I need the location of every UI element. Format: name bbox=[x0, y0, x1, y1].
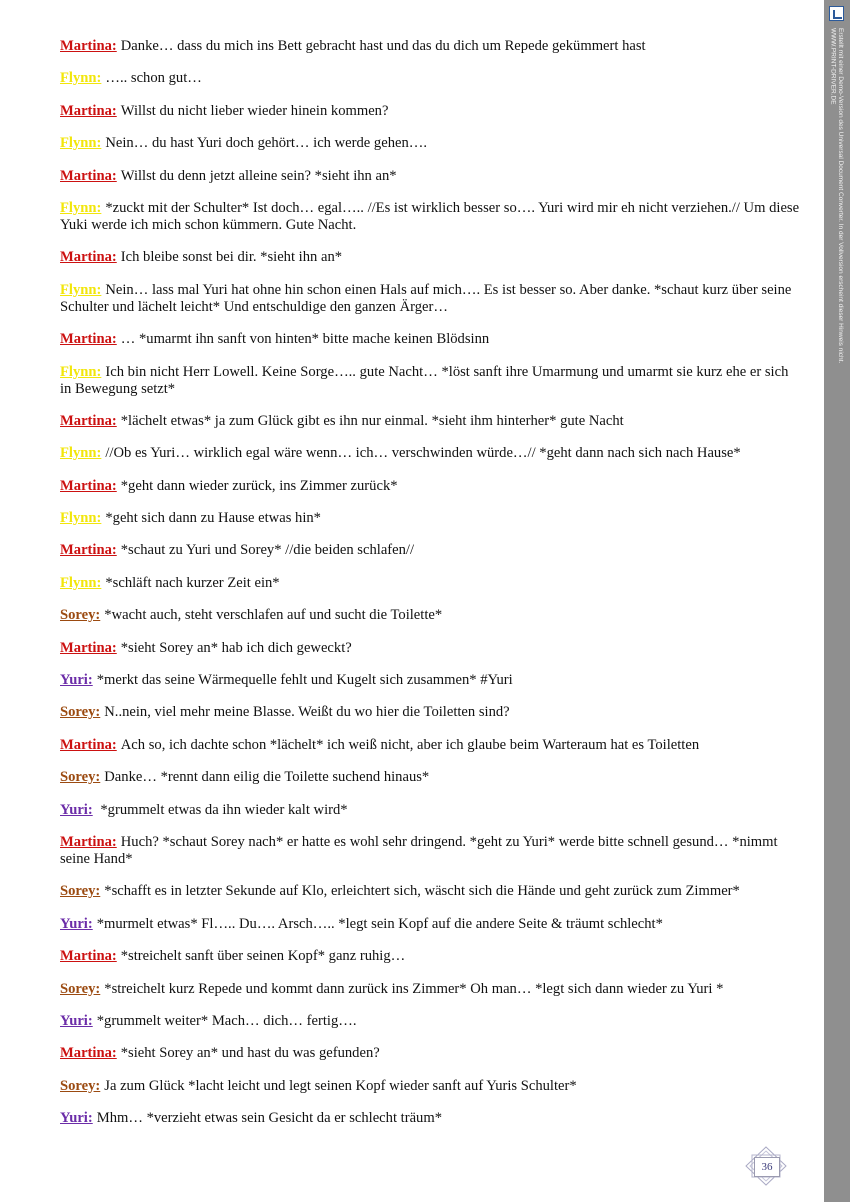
dialogue-text: *lächelt etwas* ja zum Glück gibt es ihn nur einmal. *sieht ihm hinterher* gute Nacht bbox=[120, 412, 624, 429]
dialogue-line bbox=[60, 364, 800, 398]
dialogue-line bbox=[60, 478, 800, 495]
dialogue-text: Ich bleibe sonst bei dir. *sieht ihn an* bbox=[120, 249, 343, 266]
dialogue-text: Willst du nicht lieber wieder hinein kommen? bbox=[120, 102, 389, 119]
dialogue-text: *streichelt kurz Repede und kommt dann zurück ins Zimmer* Oh man… *legt sich dann wieder zu Yuri * bbox=[104, 980, 724, 997]
speaker-name: Flynn: bbox=[60, 574, 102, 591]
dialogue-text: Danke… dass du mich ins Bett gebracht hast und das du dich um Repede gekümmert hast bbox=[120, 38, 646, 54]
dialogue-line bbox=[60, 70, 800, 87]
dialogue-line bbox=[60, 575, 800, 592]
dialogue-line bbox=[60, 135, 800, 152]
dialogue-text: Nein… du hast Yuri doch gehört… ich werde gehen…. bbox=[105, 135, 428, 152]
speaker-name: Yuri: bbox=[60, 672, 93, 689]
dialogue-line bbox=[60, 445, 800, 462]
speaker-name: Martina: bbox=[60, 102, 117, 119]
speaker-name: Sorey: bbox=[60, 1077, 101, 1094]
speaker-name: Yuri: bbox=[60, 1012, 93, 1029]
speaker-name: Martina: bbox=[60, 412, 117, 429]
dialogue-line bbox=[60, 282, 800, 316]
watermark-text bbox=[829, 28, 844, 363]
dialogue-line bbox=[60, 103, 800, 120]
dialogue-transcript bbox=[60, 38, 800, 1143]
dialogue-text: *zuckt mit der Schulter* Ist doch… egal….. //Es ist wirklich besser so…. Yuri wird mir eh nicht verziehen.// Um diese Yuki werde ich mich schon kümmern. Gute Nacht. bbox=[60, 199, 800, 233]
converter-watermark-bar bbox=[824, 0, 850, 1202]
dialogue-line bbox=[60, 1078, 800, 1095]
dialogue-line bbox=[60, 1045, 800, 1062]
dialogue-text: Huch? *schaut Sorey nach* er hatte es wohl sehr dringend. *geht zu Yuri* werde bitte schnell gesund… *nimmt seine Hand* bbox=[60, 833, 778, 867]
speaker-name: Martina: bbox=[60, 477, 117, 494]
dialogue-text: Ich bin nicht Herr Lowell. Keine Sorge….. gute Nacht… *löst sanft ihre Umarmung und umarmt sie kurz ehe er sich in Bewegung setzt* bbox=[60, 363, 789, 397]
speaker-name: Sorey: bbox=[60, 704, 101, 721]
dialogue-text: N..nein, viel mehr meine Blasse. Weißt du wo hier die Toiletten sind? bbox=[104, 704, 510, 721]
speaker-name: Martina: bbox=[60, 1045, 117, 1062]
dialogue-line bbox=[60, 948, 800, 965]
dialogue-line bbox=[60, 737, 800, 754]
speaker-name: Flynn: bbox=[60, 510, 102, 527]
speaker-name: Yuri: bbox=[60, 801, 93, 818]
dialogue-line bbox=[60, 38, 800, 55]
dialogue-text: *sieht Sorey an* hab ich dich geweckt? bbox=[120, 639, 352, 656]
dialogue-text: *grummelt etwas da ihn wieder kalt wird* bbox=[96, 801, 348, 818]
dialogue-line bbox=[60, 542, 800, 559]
speaker-name: Flynn: bbox=[60, 135, 102, 152]
dialogue-text: *schafft es in letzter Sekunde auf Klo, erleichtert sich, wäscht sich die Hände und geht zurück zum Zimmer* bbox=[104, 883, 740, 900]
dialogue-text: Willst du denn jetzt alleine sein? *sieht ihn an* bbox=[120, 167, 397, 184]
dialogue-text: *grummelt weiter* Mach… dich… fertig…. bbox=[96, 1012, 357, 1029]
dialogue-line bbox=[60, 249, 800, 266]
speaker-name: Martina: bbox=[60, 833, 117, 850]
speaker-name: Martina: bbox=[60, 639, 117, 656]
speaker-name: Martina: bbox=[60, 948, 117, 965]
dialogue-text: ….. schon gut… bbox=[105, 70, 202, 87]
speaker-name: Flynn: bbox=[60, 199, 102, 216]
dialogue-line bbox=[60, 640, 800, 657]
dialogue-line bbox=[60, 331, 800, 348]
dialogue-line bbox=[60, 672, 800, 689]
dialogue-line bbox=[60, 802, 800, 819]
dialogue-text: //Ob es Yuri… wirklich egal wäre wenn… ich… verschwinden würde…// *geht dann nach sich nach Hause* bbox=[105, 445, 741, 462]
speaker-name: Yuri: bbox=[60, 1110, 93, 1127]
dialogue-text: Nein… lass mal Yuri hat ohne hin schon einen Hals auf mich…. Es ist besser so. Aber danke. *schaut kurz über seine Schulter und lächelt leicht* Und entschuldige den ganzen Ärger… bbox=[60, 281, 792, 315]
speaker-name: Martina: bbox=[60, 167, 117, 184]
speaker-name: Sorey: bbox=[60, 607, 101, 624]
dialogue-text: *geht sich dann zu Hause etwas hin* bbox=[105, 510, 321, 527]
speaker-name: Sorey: bbox=[60, 980, 101, 997]
speaker-name: Martina: bbox=[60, 331, 117, 348]
watermark-line-2: WWW.PRINT-DRIVER.DE bbox=[829, 28, 837, 105]
dialogue-line bbox=[60, 834, 800, 868]
dialogue-text: Mhm… *verzieht etwas sein Gesicht da er schlecht träum* bbox=[96, 1110, 442, 1127]
speaker-name: Martina: bbox=[60, 38, 117, 54]
speaker-name: Flynn: bbox=[60, 445, 102, 462]
dialogue-text: *murmelt etwas* Fl….. Du…. Arsch….. *legt sein Kopf auf die andere Seite & träumt schlecht* bbox=[96, 915, 663, 932]
speaker-name: Sorey: bbox=[60, 883, 101, 900]
dialogue-line bbox=[60, 916, 800, 933]
dialogue-line bbox=[60, 510, 800, 527]
dialogue-text: *schläft nach kurzer Zeit ein* bbox=[105, 574, 280, 591]
dialogue-line bbox=[60, 607, 800, 624]
speaker-name: Martina: bbox=[60, 542, 117, 559]
dialogue-line bbox=[60, 413, 800, 430]
dialogue-text: *merkt das seine Wärmequelle fehlt und Kugelt sich zusammen* #Yuri bbox=[96, 672, 513, 689]
speaker-name: Yuri: bbox=[60, 915, 93, 932]
speaker-name: Martina: bbox=[60, 249, 117, 266]
dialogue-text: *streichelt sanft über seinen Kopf* ganz ruhig… bbox=[120, 948, 406, 965]
dialogue-text: Ja zum Glück *lacht leicht und legt seinen Kopf wieder sanft auf Yuris Schulter* bbox=[104, 1077, 577, 1094]
page-number-badge bbox=[742, 1145, 790, 1187]
speaker-name: Martina: bbox=[60, 736, 117, 753]
dialogue-text: *geht dann wieder zurück, ins Zimmer zurück* bbox=[120, 477, 398, 494]
dialogue-line bbox=[60, 704, 800, 721]
speaker-name: Flynn: bbox=[60, 281, 102, 298]
dialogue-text: Ach so, ich dachte schon *lächelt* ich weiß nicht, aber ich glaube beim Warteraum hat es Toiletten bbox=[120, 736, 700, 753]
document-converter-icon bbox=[829, 6, 844, 21]
dialogue-text: … *umarmt ihn sanft von hinten* bitte mache keinen Blödsinn bbox=[120, 331, 490, 348]
dialogue-text: *sieht Sorey an* und hast du was gefunden? bbox=[120, 1045, 380, 1062]
dialogue-line bbox=[60, 1013, 800, 1030]
speaker-name: Flynn: bbox=[60, 70, 102, 87]
page-number: 36 bbox=[754, 1157, 780, 1177]
dialogue-text: Danke… *rennt dann eilig die Toilette suchend hinaus* bbox=[104, 769, 430, 786]
dialogue-line bbox=[60, 769, 800, 786]
speaker-name: Flynn: bbox=[60, 363, 102, 380]
dialogue-line bbox=[60, 883, 800, 900]
dialogue-line bbox=[60, 168, 800, 185]
dialogue-text: *wacht auch, steht verschlafen auf und sucht die Toilette* bbox=[104, 607, 443, 624]
dialogue-text: *schaut zu Yuri und Sorey* //die beiden schlafen// bbox=[120, 542, 415, 559]
dialogue-line bbox=[60, 200, 800, 234]
watermark-line-1: Erstellt mit einer Demo-Version des Universal Document Converter. In der Vollversion erscheint dieser Hinweis nicht. bbox=[837, 28, 844, 364]
speaker-name: Sorey: bbox=[60, 769, 101, 786]
dialogue-line bbox=[60, 981, 800, 998]
dialogue-line bbox=[60, 1110, 800, 1127]
